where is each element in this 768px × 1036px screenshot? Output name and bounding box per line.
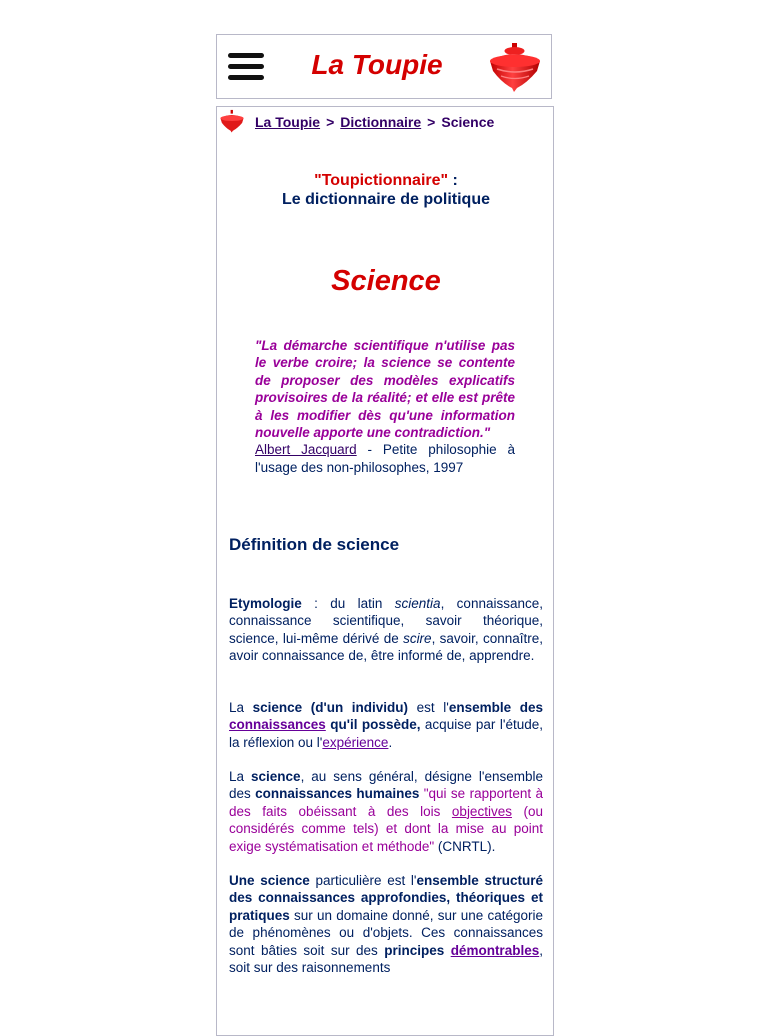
- breadcrumb-separator: >: [427, 114, 436, 130]
- text: .: [388, 734, 393, 750]
- main-content: [216, 106, 554, 1036]
- bold-text: Une science: [229, 873, 310, 888]
- bold-text: science: [251, 769, 301, 784]
- text: est l': [408, 700, 449, 715]
- paragraph-individual-science: [229, 699, 543, 751]
- objectives-link[interactable]: objectives: [451, 803, 512, 819]
- section-title: Définition de science: [229, 535, 400, 554]
- breadcrumb: [255, 114, 494, 130]
- text: La: [229, 769, 252, 784]
- breadcrumb-current: Science: [441, 114, 495, 130]
- paragraph-particular-science: [229, 872, 543, 976]
- text: : du latin: [301, 596, 395, 611]
- subtitle-colon: :: [448, 172, 458, 189]
- connaissances-link[interactable]: connaissances: [229, 717, 326, 733]
- quote-author-link[interactable]: Albert Jacquard: [255, 442, 357, 458]
- text: , connaissance, connaissance scientifique, savoir théorique, science, lui-même dérivé de: [229, 596, 543, 646]
- text: particulière est l': [309, 873, 417, 888]
- site-title-link[interactable]: La Toupie: [311, 49, 443, 80]
- text: sur un domaine donné, sur une catégorie de phénomènes ou d'objets. Ces connaissances sont bâties soit sur des: [229, 907, 543, 958]
- experience-link[interactable]: expérience: [322, 734, 389, 750]
- bold-text: principes: [384, 942, 451, 958]
- quote-text: "qui se rapportent à des faits obéissant à des lois: [229, 786, 543, 819]
- quote-source: - Petite philosophie à l'usage des non-philosophes, 1997: [255, 442, 515, 475]
- text: , savoir, connaître, avoir connaissance de, être informé de, apprendre.: [229, 630, 543, 664]
- breadcrumb-home-link[interactable]: La Toupie: [255, 114, 321, 130]
- breadcrumb-dictionary-link[interactable]: Dictionnaire: [340, 114, 422, 130]
- quote-text: (ou considérés comme tels) et dont la mise au point exige systématisation et méthode": [229, 803, 543, 854]
- latin-word: scientia: [394, 596, 441, 611]
- bold-text: ensemble structuré des connaissances approfondies, théoriques et pratiques: [229, 873, 544, 923]
- spinning-top-logo-icon[interactable]: [487, 41, 543, 93]
- paragraph-general-science: [229, 768, 543, 855]
- text: acquise par l'étude, la réflexion ou l': [229, 717, 544, 750]
- text: La: [229, 700, 253, 715]
- bold-text: ensemble des: [448, 700, 544, 715]
- text: , soit sur des raisonnements: [229, 942, 543, 976]
- site-header: [216, 34, 552, 99]
- page-title: Science: [331, 265, 441, 297]
- text: , au sens général, désigne l'ensemble des: [229, 769, 543, 802]
- subtitle-line2: Le dictionnaire de politique: [281, 191, 490, 208]
- paragraph-etymology: [229, 595, 543, 665]
- dictionary-subtitle: [217, 171, 555, 209]
- subtitle-quoted: "Toupictionnaire": [314, 172, 449, 189]
- etymology-label: Etymologie: [229, 596, 302, 611]
- bold-text: science (d'un individu): [252, 700, 409, 715]
- demontrables-link[interactable]: démontrables: [450, 942, 540, 958]
- text: (CNRTL).: [434, 838, 496, 854]
- bold-text: qu'il possède,: [325, 717, 421, 733]
- quote-text: "La démarche scientifique n'utilise pas le verbe croire; la science se contente de proposer des modèles explicatifs provisoires de la réalité; et elle est prête à les modifier dès qu'une information nouvelle apporte une contradiction.": [255, 338, 515, 441]
- spinning-top-small-icon: [219, 109, 245, 133]
- hamburger-menu-icon[interactable]: [228, 53, 264, 81]
- breadcrumb-separator: >: [326, 114, 335, 130]
- latin-word: scire: [403, 630, 432, 646]
- bold-text: connaissances humaines: [255, 786, 420, 802]
- quote-block: [255, 337, 515, 476]
